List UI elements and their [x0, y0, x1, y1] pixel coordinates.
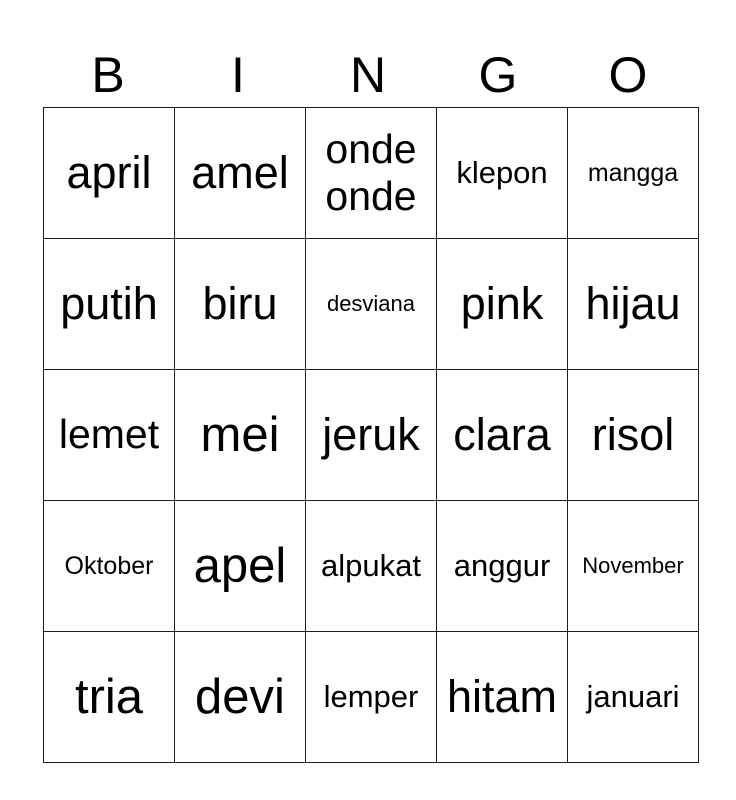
header-letter-b: B — [91, 47, 125, 103]
header-letter-n: N — [349, 47, 387, 103]
header-letter-g: G — [478, 47, 518, 103]
bingo-cell[interactable]: apel — [175, 501, 306, 632]
bingo-cell[interactable]: November — [568, 501, 699, 632]
bingo-cell[interactable]: amel — [175, 108, 306, 239]
bingo-cell[interactable]: jeruk — [306, 370, 437, 501]
bingo-cell[interactable]: anggur — [437, 501, 568, 632]
bingo-cell[interactable]: lemet — [44, 370, 175, 501]
bingo-cell[interactable]: mangga — [568, 108, 699, 239]
header-letter-o: O — [608, 47, 648, 103]
bingo-cell[interactable]: putih — [44, 239, 175, 370]
bingo-cell[interactable]: tria — [44, 632, 175, 763]
bingo-cell[interactable]: alpukat — [306, 501, 437, 632]
board-row — [44, 501, 699, 632]
bingo-cell[interactable]: risol — [568, 370, 699, 501]
bingo-header — [43, 44, 693, 106]
bingo-cell[interactable]: april — [44, 108, 175, 239]
bingo-cell[interactable]: hijau — [568, 239, 699, 370]
bingo-cell[interactable]: onde onde — [306, 108, 437, 239]
header-letter-i: I — [231, 47, 245, 103]
bingo-cell[interactable]: clara — [437, 370, 568, 501]
bingo-cell[interactable]: Oktober — [44, 501, 175, 632]
board-row — [44, 370, 699, 501]
bingo-cell[interactable]: desviana — [306, 239, 437, 370]
board-row — [44, 108, 699, 239]
board-row — [44, 239, 699, 370]
bingo-cell[interactable]: pink — [437, 239, 568, 370]
bingo-cell[interactable]: januari — [568, 632, 699, 763]
bingo-cell[interactable]: klepon — [437, 108, 568, 239]
bingo-board — [43, 107, 699, 763]
bingo-cell[interactable]: biru — [175, 239, 306, 370]
bingo-cell[interactable]: lemper — [306, 632, 437, 763]
bingo-cell[interactable]: devi — [175, 632, 306, 763]
board-row — [44, 632, 699, 763]
bingo-cell[interactable]: hitam — [437, 632, 568, 763]
bingo-cell[interactable]: mei — [175, 370, 306, 501]
